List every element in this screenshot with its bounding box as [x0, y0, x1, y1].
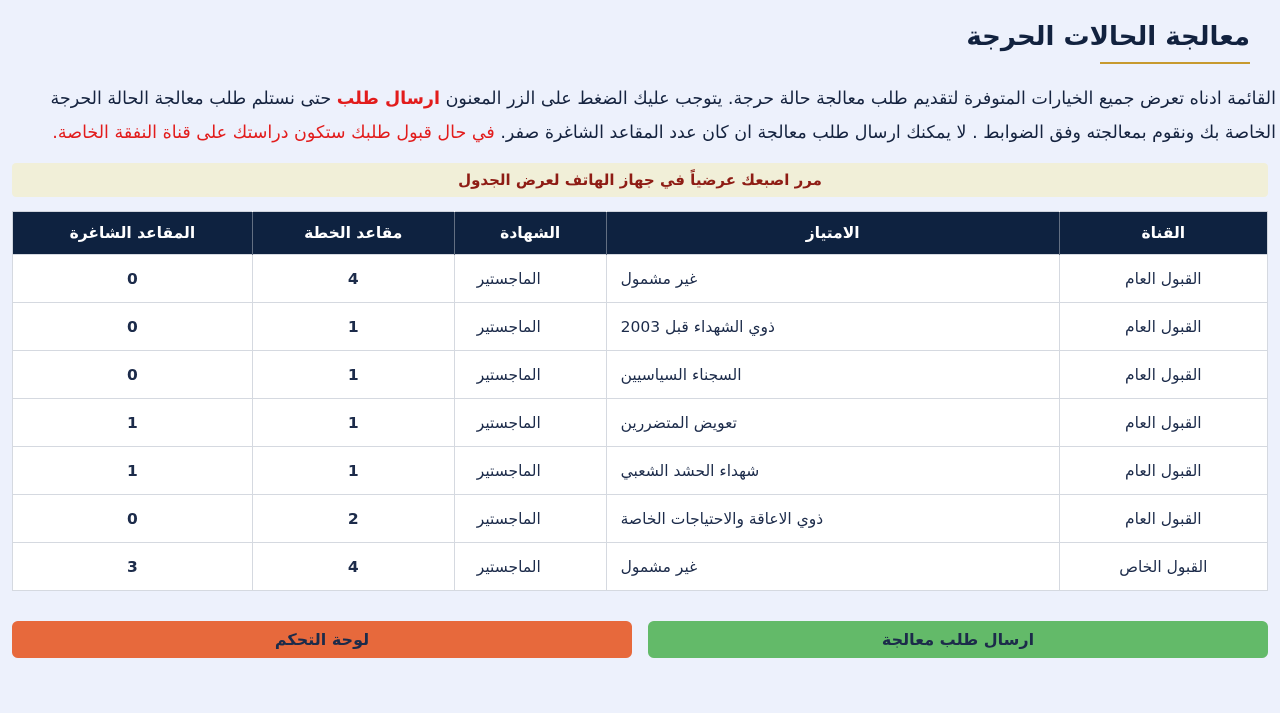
- table-cell-plan-seats: 1: [252, 351, 454, 399]
- table-cell-privilege: غير مشمول: [606, 255, 1059, 303]
- table-row: [13, 399, 1268, 447]
- table-cell-channel: القبول العام: [1059, 351, 1267, 399]
- intro-text-part2: حتى نستلم طلب معالجة الحالة الحرجة الخاصة بك ونقوم بمعالجته وفق الضوابط . لا يمكنك ارسال طلب معالجة ان كان عدد المقاعد الشاغرة صفر.: [50, 89, 1276, 143]
- table-cell-plan-seats: 4: [252, 255, 454, 303]
- table-cell-degree: الماجستير: [454, 543, 606, 591]
- intro-text-part1: القائمة ادناه تعرض جميع الخيارات المتوفرة لتقديم طلب معالجة حالة حرجة. يتوجب عليك الضغط على الزر المعنون: [440, 89, 1276, 109]
- table-cell-degree: الماجستير: [454, 495, 606, 543]
- table-cell-privilege: غير مشمول: [606, 543, 1059, 591]
- table-row: [13, 351, 1268, 399]
- table-cell-vacant-seats: 0: [13, 303, 253, 351]
- header-degree: الشهادة: [454, 212, 606, 255]
- table-cell-plan-seats: 2: [252, 495, 454, 543]
- control-panel-button[interactable]: لوحة التحكم: [12, 621, 632, 658]
- table-cell-vacant-seats: 0: [13, 255, 253, 303]
- table-cell-privilege: تعويض المتضررين: [606, 399, 1059, 447]
- table-cell-channel: القبول الخاص: [1059, 543, 1267, 591]
- table-cell-plan-seats: 4: [252, 543, 454, 591]
- header-plan-seats: مقاعد الخطة: [252, 212, 454, 255]
- table-row: [13, 255, 1268, 303]
- table-cell-channel: القبول العام: [1059, 399, 1267, 447]
- page-header: [0, 22, 1280, 64]
- table-cell-plan-seats: 1: [252, 399, 454, 447]
- table-cell-channel: القبول العام: [1059, 495, 1267, 543]
- table-cell-plan-seats: 1: [252, 447, 454, 495]
- intro-paragraph: [0, 82, 1280, 150]
- table-cell-degree: الماجستير: [454, 255, 606, 303]
- table-cell-degree: الماجستير: [454, 447, 606, 495]
- table-row: [13, 543, 1268, 591]
- table-cell-vacant-seats: 3: [13, 543, 253, 591]
- table-cell-degree: الماجستير: [454, 399, 606, 447]
- table-cell-privilege: السجناء السياسيين: [606, 351, 1059, 399]
- table-cell-privilege: ذوي الاعاقة والاحتياجات الخاصة: [606, 495, 1059, 543]
- page-title: معالجة الحالات الحرجة: [966, 22, 1250, 52]
- intro-highlight-send-request: ارسال طلب: [336, 89, 441, 109]
- header-privilege: الامتياز: [606, 212, 1059, 255]
- table-cell-plan-seats: 1: [252, 303, 454, 351]
- action-buttons-row: [12, 621, 1268, 658]
- table-cell-vacant-seats: 0: [13, 351, 253, 399]
- table-row: [13, 303, 1268, 351]
- table-cell-vacant-seats: 1: [13, 447, 253, 495]
- intro-highlight-private-channel-note: في حال قبول طلبك ستكون دراستك على قناة النفقة الخاصة.: [52, 123, 495, 143]
- table-cell-vacant-seats: 1: [13, 399, 253, 447]
- header-channel: القناة: [1059, 212, 1267, 255]
- table-header-row: [13, 212, 1268, 255]
- table-header: [13, 212, 1268, 255]
- channels-table-container: [12, 211, 1268, 591]
- send-processing-request-button[interactable]: ارسال طلب معالجة: [648, 621, 1268, 658]
- table-body: [13, 255, 1268, 591]
- title-underline-decoration: [1100, 62, 1250, 64]
- table-row: [13, 495, 1268, 543]
- channels-table: [12, 211, 1268, 591]
- table-cell-channel: القبول العام: [1059, 303, 1267, 351]
- table-cell-degree: الماجستير: [454, 351, 606, 399]
- table-cell-degree: الماجستير: [454, 303, 606, 351]
- table-cell-channel: القبول العام: [1059, 255, 1267, 303]
- swipe-notice-text: مرر اصبعك عرضياً في جهاز الهاتف لعرض الجدول: [458, 171, 822, 189]
- table-cell-privilege: ذوي الشهداء قبل 2003: [606, 303, 1059, 351]
- swipe-notice-bar: [12, 163, 1268, 197]
- table-cell-privilege: شهداء الحشد الشعبي: [606, 447, 1059, 495]
- table-row: [13, 447, 1268, 495]
- table-cell-vacant-seats: 0: [13, 495, 253, 543]
- table-cell-channel: القبول العام: [1059, 447, 1267, 495]
- header-vacant-seats: المقاعد الشاغرة: [13, 212, 253, 255]
